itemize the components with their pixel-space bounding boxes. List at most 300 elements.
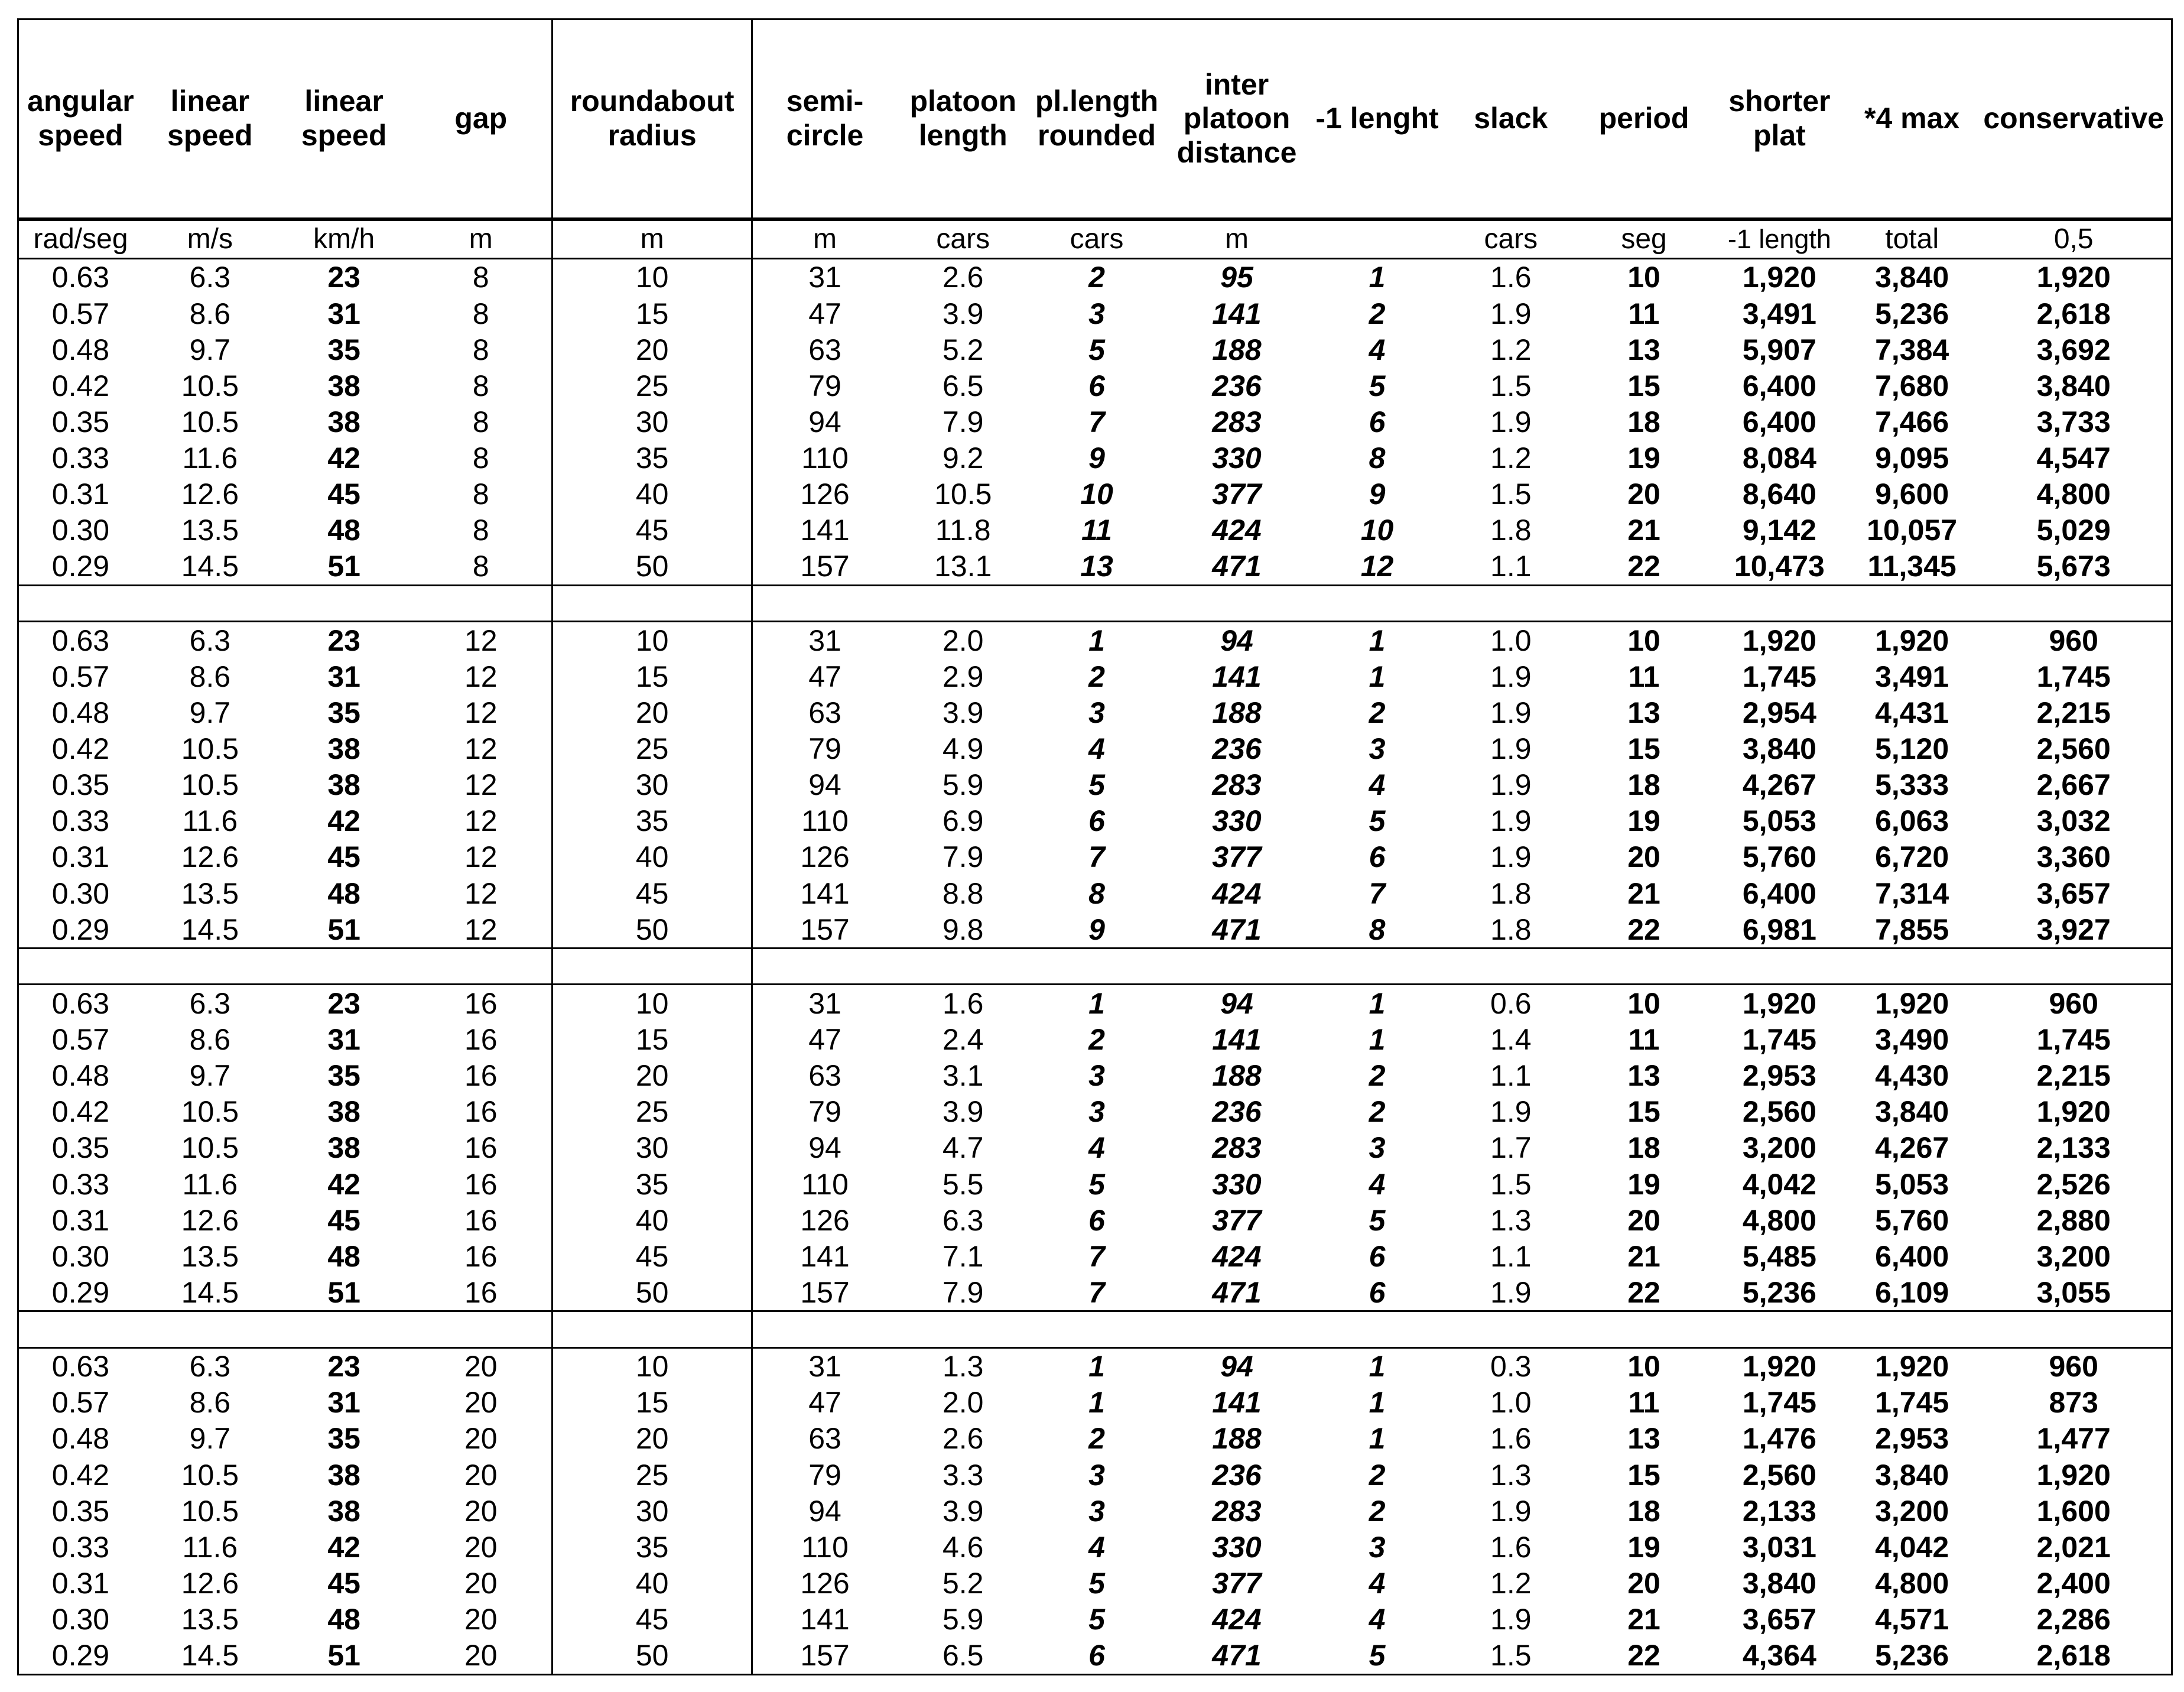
cell-platoon-length: 7.9: [942, 1275, 984, 1309]
cell-platoon-length: 2.0: [942, 1386, 984, 1420]
cell-minus-one-length: 4: [1369, 1167, 1386, 1201]
cell-shorter-plat: 3,840: [1742, 1566, 1816, 1600]
cell-inter-platoon-distance: 330: [1212, 441, 1262, 475]
cell-inter-platoon-distance: 141: [1212, 660, 1262, 693]
cell-linear-speed-kmh: 45: [327, 1566, 360, 1600]
cell-four-max: 4,042: [1875, 1530, 1949, 1564]
cell-four-max: 7,680: [1875, 369, 1949, 402]
cell-semi-circle: 126: [800, 1203, 850, 1237]
cell-minus-one-length: 5: [1369, 369, 1386, 402]
cell-period: 10: [1627, 261, 1660, 294]
cell-inter-platoon-distance: 94: [1220, 986, 1253, 1020]
cell-four-max: 4,430: [1875, 1059, 1949, 1093]
table-row: [18, 803, 2172, 839]
cell-linear-speed-ms: 12.6: [181, 478, 239, 511]
table-row: [18, 1529, 2172, 1565]
cell-slack: 1.2: [1490, 333, 1532, 366]
cell-platoon-length: 5.2: [942, 1566, 984, 1600]
separator-cell: [1711, 1311, 1848, 1347]
cell-inter-platoon-distance: 471: [1212, 550, 1262, 583]
cell-four-max: 5,236: [1875, 1639, 1949, 1672]
cell-linear-speed-ms: 13.5: [181, 514, 239, 547]
table-row: [18, 1347, 2172, 1385]
cell-roundabout-radius: 45: [552, 512, 752, 548]
cell-four-max: 3,200: [1875, 1494, 1949, 1528]
cell-shorter-plat: 5,053: [1742, 804, 1816, 838]
cell-angular-speed: 0.63: [51, 986, 110, 1020]
cell-minus-one-length: 6: [1369, 1275, 1386, 1309]
cell-linear-speed-ms: 14.5: [181, 1639, 239, 1672]
cell-angular-speed: 0.33: [51, 804, 110, 838]
cell-linear-speed-kmh: 23: [327, 623, 360, 657]
separator-cell: [1164, 949, 1309, 985]
cell-slack: 1.9: [1490, 840, 1532, 874]
cell-semi-circle: 126: [800, 1566, 850, 1600]
separator-cell: [1164, 1311, 1309, 1347]
cell-conservative: 2,880: [2036, 1203, 2111, 1237]
cell-roundabout-radius: 30: [552, 767, 752, 803]
cell-angular-speed: 0.48: [51, 696, 110, 729]
cell-angular-speed: 0.35: [51, 1494, 110, 1528]
cell-linear-speed-kmh: 31: [327, 297, 360, 330]
table-row: [18, 512, 2172, 548]
cell-linear-speed-kmh: 38: [327, 1458, 360, 1492]
cell-inter-platoon-distance: 236: [1212, 1095, 1262, 1129]
cell-period: 13: [1627, 696, 1660, 729]
cell-slack: 0.6: [1490, 986, 1532, 1020]
unit-platoon-length: cars: [897, 219, 1029, 259]
cell-linear-speed-kmh: 51: [327, 1275, 360, 1309]
cell-semi-circle: 47: [808, 1386, 841, 1420]
cell-period: 21: [1627, 1603, 1660, 1636]
cell-four-max: 10,057: [1867, 514, 1958, 547]
cell-inter-platoon-distance: 471: [1212, 1639, 1262, 1672]
cell-linear-speed-ms: 12.6: [181, 1203, 239, 1237]
cell-inter-platoon-distance: 377: [1212, 1566, 1262, 1600]
cell-shorter-plat: 3,031: [1742, 1530, 1816, 1564]
cell-linear-speed-ms: 8.6: [189, 1386, 231, 1420]
unit-linear-speed-kmh: km/h: [278, 219, 411, 259]
cell-four-max: 5,053: [1875, 1167, 1949, 1201]
cell-linear-speed-ms: 8.6: [189, 660, 231, 693]
table-row: [18, 1565, 2172, 1601]
cell-pl-length-rounded: 7: [1088, 405, 1105, 439]
cell-angular-speed: 0.42: [51, 732, 110, 766]
cell-pl-length-rounded: 2: [1088, 1023, 1105, 1057]
cell-platoon-length: 7.1: [942, 1239, 984, 1273]
cell-shorter-plat: 1,920: [1742, 986, 1816, 1020]
cell-minus-one-length: 12: [1360, 550, 1394, 583]
cell-linear-speed-ms: 14.5: [181, 912, 239, 946]
cell-conservative: 3,840: [2036, 369, 2111, 402]
cell-slack: 1.5: [1490, 1639, 1532, 1672]
cell-angular-speed: 0.31: [51, 840, 110, 874]
cell-conservative: 2,133: [2036, 1131, 2111, 1165]
cell-four-max: 9,095: [1875, 441, 1949, 475]
group-separator-row: [18, 1311, 2172, 1347]
cell-linear-speed-ms: 10.5: [181, 1458, 239, 1492]
separator-cell: [1309, 1311, 1445, 1347]
cell-angular-speed: 0.48: [51, 1059, 110, 1093]
cell-minus-one-length: 6: [1369, 405, 1386, 439]
separator-cell: [18, 585, 142, 621]
unit-inter-platoon-distance: m: [1164, 219, 1309, 259]
cell-conservative: 2,560: [2036, 732, 2111, 766]
cell-roundabout-radius: 10: [552, 258, 752, 295]
cell-roundabout-radius: 15: [552, 1385, 752, 1421]
cell-minus-one-length: 1: [1369, 623, 1386, 657]
cell-period: 15: [1627, 732, 1660, 766]
cell-inter-platoon-distance: 424: [1212, 1239, 1262, 1273]
cell-pl-length-rounded: 5: [1088, 1167, 1105, 1201]
cell-inter-platoon-distance: 141: [1212, 297, 1262, 330]
cell-roundabout-radius: 10: [552, 985, 752, 1022]
cell-period: 22: [1627, 1275, 1660, 1309]
cell-shorter-plat: 2,560: [1742, 1458, 1816, 1492]
cell-slack: 1.1: [1490, 550, 1532, 583]
cell-conservative: 2,286: [2036, 1603, 2111, 1636]
cell-linear-speed-kmh: 51: [327, 1639, 360, 1672]
table-row: [18, 658, 2172, 694]
group-separator-row: [18, 585, 2172, 621]
cell-angular-speed: 0.48: [51, 1422, 110, 1456]
unit-roundabout-radius: m: [552, 219, 752, 259]
cell-minus-one-length: 9: [1369, 478, 1386, 511]
cell-inter-platoon-distance: 471: [1212, 912, 1262, 946]
cell-conservative: 2,667: [2036, 768, 2111, 802]
cell-conservative: 1,477: [2036, 1422, 2111, 1456]
cell-shorter-plat: 1,920: [1742, 623, 1816, 657]
cell-roundabout-radius: 30: [552, 404, 752, 440]
cell-shorter-plat: 6,400: [1742, 876, 1816, 910]
cell-platoon-length: 9.8: [942, 912, 984, 946]
cell-slack: 1.8: [1490, 876, 1532, 910]
cell-semi-circle: 157: [800, 912, 850, 946]
cell-platoon-length: 2.6: [942, 1422, 984, 1456]
cell-gap: 20: [411, 1347, 552, 1385]
cell-semi-circle: 141: [800, 514, 850, 547]
cell-slack: 1.9: [1490, 1095, 1532, 1129]
cell-semi-circle: 79: [808, 732, 841, 766]
cell-conservative: 2,400: [2036, 1566, 2111, 1600]
cell-linear-speed-ms: 11.6: [182, 1530, 238, 1564]
cell-shorter-plat: 2,953: [1742, 1059, 1816, 1093]
table-row: [18, 1385, 2172, 1421]
cell-roundabout-radius: 50: [552, 1274, 752, 1311]
cell-inter-platoon-distance: 141: [1212, 1386, 1262, 1420]
cell-semi-circle: 141: [800, 876, 850, 910]
cell-pl-length-rounded: 8: [1088, 876, 1105, 910]
table-row: [18, 1493, 2172, 1529]
header-slack: slack: [1474, 102, 1548, 135]
cell-pl-length-rounded: 6: [1088, 369, 1105, 402]
separator-cell: [1445, 1311, 1577, 1347]
table-row: [18, 1457, 2172, 1493]
header-linear-speed-ms: linear speed: [167, 85, 253, 152]
cell-conservative: 3,200: [2036, 1239, 2111, 1273]
cell-linear-speed-kmh: 38: [327, 732, 360, 766]
cell-minus-one-length: 8: [1369, 441, 1386, 475]
cell-gap: 8: [411, 404, 552, 440]
cell-linear-speed-kmh: 38: [327, 1095, 360, 1129]
separator-cell: [411, 1311, 552, 1347]
cell-roundabout-radius: 40: [552, 476, 752, 512]
cell-shorter-plat: 3,491: [1742, 297, 1816, 330]
cell-period: 15: [1627, 369, 1660, 402]
cell-linear-speed-ms: 9.7: [189, 1059, 231, 1093]
separator-cell: [1445, 585, 1577, 621]
cell-roundabout-radius: 15: [552, 658, 752, 694]
cell-period: 11: [1628, 660, 1660, 693]
cell-gap: 16: [411, 1274, 552, 1311]
cell-pl-length-rounded: 5: [1088, 1566, 1105, 1600]
table-row: [18, 258, 2172, 295]
separator-cell: [142, 585, 278, 621]
cell-inter-platoon-distance: 94: [1220, 1350, 1253, 1384]
cell-inter-platoon-distance: 95: [1220, 261, 1253, 294]
cell-conservative: 3,927: [2036, 912, 2111, 946]
cell-gap: 12: [411, 658, 552, 694]
cell-pl-length-rounded: 2: [1088, 261, 1105, 294]
cell-pl-length-rounded: 2: [1088, 1422, 1105, 1456]
header-roundabout-radius: roundabout radius: [552, 20, 752, 219]
table-row: [18, 368, 2172, 404]
cell-roundabout-radius: 20: [552, 1421, 752, 1457]
separator-cell: [1848, 1311, 1977, 1347]
cell-linear-speed-ms: 10.5: [181, 1131, 239, 1165]
cell-linear-speed-kmh: 51: [327, 550, 360, 583]
cell-linear-speed-kmh: 45: [327, 840, 360, 874]
separator-cell: [752, 1311, 897, 1347]
cell-gap: 8: [411, 548, 552, 586]
cell-semi-circle: 94: [808, 1494, 841, 1528]
cell-gap: 16: [411, 985, 552, 1022]
table-row: [18, 1166, 2172, 1202]
separator-cell: [552, 1311, 752, 1347]
cell-angular-speed: 0.30: [51, 876, 110, 910]
cell-shorter-plat: 2,560: [1742, 1095, 1816, 1129]
cell-angular-speed: 0.57: [51, 1023, 110, 1057]
cell-pl-length-rounded: 1: [1088, 623, 1105, 657]
cell-linear-speed-kmh: 31: [327, 1386, 360, 1420]
separator-cell: [142, 1311, 278, 1347]
cell-linear-speed-kmh: 31: [327, 660, 360, 693]
cell-linear-speed-kmh: 48: [327, 1603, 360, 1636]
cell-period: 19: [1627, 441, 1660, 475]
cell-angular-speed: 0.63: [51, 261, 110, 294]
cell-pl-length-rounded: 3: [1088, 1059, 1105, 1093]
separator-cell: [552, 585, 752, 621]
table-row: [18, 622, 2172, 659]
cell-linear-speed-kmh: 35: [327, 333, 360, 366]
cell-platoon-length: 10.5: [934, 478, 992, 511]
cell-conservative: 1,745: [2036, 660, 2111, 693]
cell-conservative: 1,920: [2036, 1458, 2111, 1492]
separator-cell: [142, 949, 278, 985]
cell-minus-one-length: 3: [1369, 1131, 1386, 1165]
header-inter-platoon-distance: inter platoon distance: [1176, 67, 1297, 169]
cell-linear-speed-kmh: 48: [327, 876, 360, 910]
cell-minus-one-length: 1: [1369, 261, 1386, 294]
cell-period: 11: [1628, 1023, 1660, 1057]
cell-gap: 12: [411, 803, 552, 839]
cell-shorter-plat: 6,400: [1742, 369, 1816, 402]
cell-four-max: 4,800: [1875, 1566, 1949, 1600]
cell-pl-length-rounded: 4: [1088, 732, 1105, 766]
cell-period: 10: [1627, 623, 1660, 657]
cell-period: 19: [1627, 804, 1660, 838]
cell-roundabout-radius: 10: [552, 1347, 752, 1385]
unit-four-max: total: [1848, 219, 1977, 259]
cell-gap: 20: [411, 1529, 552, 1565]
cell-platoon-length: 6.5: [942, 369, 984, 402]
cell-period: 22: [1627, 550, 1660, 583]
cell-four-max: 3,840: [1875, 261, 1949, 294]
cell-inter-platoon-distance: 188: [1212, 696, 1262, 729]
cell-linear-speed-ms: 8.6: [189, 297, 231, 330]
cell-semi-circle: 31: [808, 261, 841, 294]
cell-minus-one-length: 4: [1369, 333, 1386, 366]
cell-platoon-length: 3.9: [942, 1494, 984, 1528]
cell-gap: 12: [411, 730, 552, 767]
cell-pl-length-rounded: 5: [1088, 768, 1105, 802]
cell-gap: 12: [411, 767, 552, 803]
cell-linear-speed-kmh: 38: [327, 369, 360, 402]
cell-pl-length-rounded: 9: [1088, 912, 1105, 946]
cell-roundabout-radius: 25: [552, 730, 752, 767]
cell-four-max: 4,431: [1875, 696, 1949, 729]
cell-inter-platoon-distance: 188: [1212, 1422, 1262, 1456]
cell-inter-platoon-distance: 330: [1212, 1530, 1262, 1564]
separator-cell: [897, 585, 1029, 621]
cell-gap: 20: [411, 1493, 552, 1529]
header-platoon-length: platoon length: [909, 85, 1016, 152]
table-row: [18, 1130, 2172, 1166]
cell-minus-one-length: 6: [1369, 1239, 1386, 1273]
cell-conservative: 960: [2049, 1350, 2098, 1384]
table-row: [18, 1421, 2172, 1457]
separator-cell: [18, 1311, 142, 1347]
header-period: period: [1598, 102, 1689, 135]
cell-linear-speed-ms: 8.6: [189, 1023, 231, 1057]
table-row: [18, 1638, 2172, 1675]
unit-angular-speed: rad/seg: [18, 219, 142, 259]
header-semi-circle: semi-circle: [786, 85, 864, 152]
cell-period: 13: [1627, 1422, 1660, 1456]
cell-inter-platoon-distance: 377: [1212, 478, 1262, 511]
cell-roundabout-radius: 25: [552, 1457, 752, 1493]
cell-slack: 1.0: [1490, 623, 1532, 657]
unit-linear-speed-ms: m/s: [142, 219, 278, 259]
cell-gap: 16: [411, 1202, 552, 1238]
cell-period: 19: [1627, 1530, 1660, 1564]
cell-shorter-plat: 5,236: [1742, 1275, 1816, 1309]
separator-cell: [1309, 585, 1445, 621]
cell-shorter-plat: 10,473: [1734, 550, 1825, 583]
cell-semi-circle: 157: [800, 1639, 850, 1672]
cell-conservative: 2,618: [2036, 1639, 2111, 1672]
cell-four-max: 5,333: [1875, 768, 1949, 802]
cell-angular-speed: 0.31: [51, 1566, 110, 1600]
cell-conservative: 1,745: [2036, 1023, 2111, 1057]
cell-linear-speed-ms: 6.3: [189, 261, 231, 294]
cell-pl-length-rounded: 3: [1088, 1494, 1105, 1528]
cell-four-max: 3,491: [1875, 660, 1949, 693]
cell-slack: 1.8: [1490, 514, 1532, 547]
separator-cell: [1445, 949, 1577, 985]
cell-angular-speed: 0.33: [51, 1167, 110, 1201]
cell-angular-speed: 0.42: [51, 1458, 110, 1492]
cell-four-max: 1,920: [1875, 1350, 1949, 1384]
cell-platoon-length: 4.6: [942, 1530, 984, 1564]
separator-cell: [1029, 585, 1165, 621]
cell-conservative: 3,733: [2036, 405, 2111, 439]
cell-angular-speed: 0.29: [51, 1275, 110, 1309]
cell-semi-circle: 141: [800, 1239, 850, 1273]
cell-slack: 1.9: [1490, 1275, 1532, 1309]
cell-semi-circle: 94: [808, 405, 841, 439]
cell-semi-circle: 110: [801, 1167, 849, 1201]
cell-minus-one-length: 4: [1369, 1603, 1386, 1636]
unit-conservative: 0,5: [1976, 219, 2172, 259]
cell-slack: 1.9: [1490, 732, 1532, 766]
cell-shorter-plat: 3,657: [1742, 1603, 1816, 1636]
unit-minus-one-length: [1309, 219, 1445, 259]
cell-conservative: 5,029: [2036, 514, 2111, 547]
cell-gap: 8: [411, 368, 552, 404]
cell-period: 22: [1627, 912, 1660, 946]
cell-period: 18: [1627, 1131, 1660, 1165]
cell-linear-speed-ms: 10.5: [181, 732, 239, 766]
cell-angular-speed: 0.35: [51, 1131, 110, 1165]
cell-linear-speed-ms: 6.3: [189, 1350, 231, 1384]
cell-shorter-plat: 4,800: [1742, 1203, 1816, 1237]
cell-linear-speed-kmh: 31: [327, 1023, 360, 1057]
separator-cell: [752, 585, 897, 621]
cell-semi-circle: 47: [808, 660, 841, 693]
units-row: [18, 219, 2172, 259]
cell-roundabout-radius: 35: [552, 803, 752, 839]
cell-platoon-length: 7.9: [942, 840, 984, 874]
cell-platoon-length: 5.5: [942, 1167, 984, 1201]
cell-conservative: 3,657: [2036, 876, 2111, 910]
unit-slack: cars: [1445, 219, 1577, 259]
cell-four-max: 3,840: [1875, 1095, 1949, 1129]
cell-pl-length-rounded: 4: [1088, 1530, 1105, 1564]
cell-pl-length-rounded: 3: [1088, 297, 1105, 330]
cell-platoon-length: 1.6: [942, 986, 984, 1020]
cell-conservative: 1,600: [2036, 1494, 2111, 1528]
cell-gap: 16: [411, 1021, 552, 1057]
cell-inter-platoon-distance: 283: [1212, 768, 1262, 802]
cell-semi-circle: 79: [808, 1095, 841, 1129]
cell-pl-length-rounded: 1: [1088, 1386, 1105, 1420]
cell-minus-one-length: 2: [1369, 696, 1386, 729]
separator-cell: [1848, 585, 1977, 621]
cell-gap: 12: [411, 875, 552, 911]
cell-angular-speed: 0.42: [51, 1095, 110, 1129]
cell-period: 10: [1627, 1350, 1660, 1384]
cell-angular-speed: 0.35: [51, 768, 110, 802]
cell-linear-speed-ms: 14.5: [181, 550, 239, 583]
cell-minus-one-length: 7: [1369, 876, 1386, 910]
table-row: [18, 1021, 2172, 1057]
cell-inter-platoon-distance: 283: [1212, 405, 1262, 439]
separator-cell: [278, 949, 411, 985]
cell-gap: 16: [411, 1058, 552, 1094]
cell-roundabout-radius: 30: [552, 1130, 752, 1166]
cell-shorter-plat: 1,920: [1742, 261, 1816, 294]
